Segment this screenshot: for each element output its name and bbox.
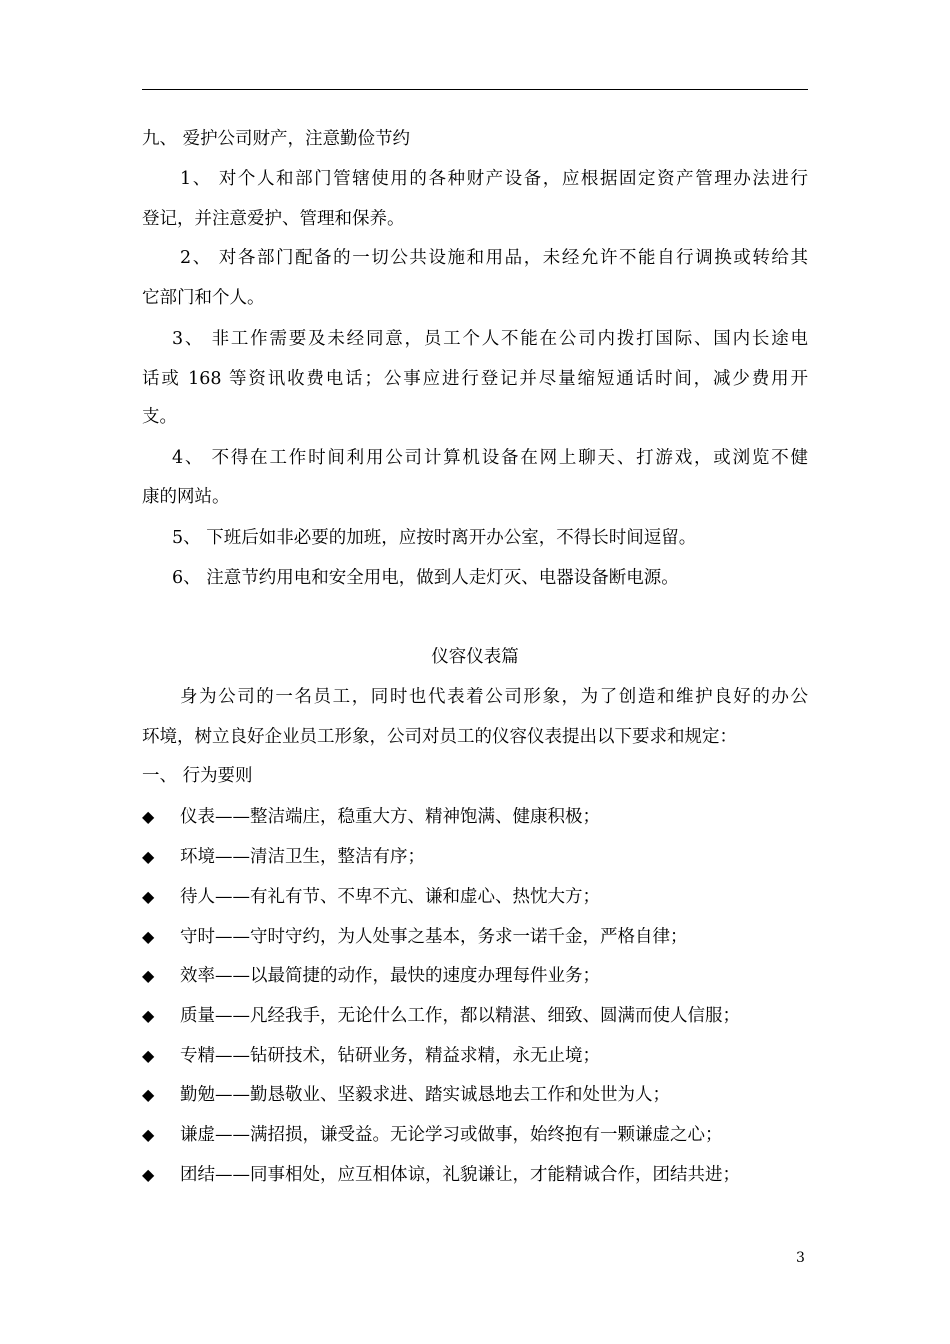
rule-text: 守时——守时守约，为人处事之基本，务求一诺千金，严格自律； [180, 927, 688, 947]
item-6: 6、 注意节约用电和安全用电，做到人走灯灭、电器设备断电源。 [172, 568, 679, 588]
intro-line-1: 身为公司的一名员工，同时也代表着公司形象，为了创造和维护良好的办公 [180, 687, 808, 707]
bullet-icon: ◆ [142, 887, 155, 906]
bullet-icon: ◆ [142, 1006, 155, 1025]
rule-text: 环境——清洁卫生，整洁有序； [180, 847, 425, 867]
item-1-line-2: 登记，并注意爱护、管理和保养。 [142, 209, 405, 229]
rule-text: 效率——以最简捷的动作，最快的速度办理每件业务； [180, 966, 600, 986]
rule-item [142, 885, 808, 909]
item-1-line-1: 1、 对个人和部门管辖使用的各种财产设备，应根据固定资产管理办法进行 [180, 169, 808, 189]
item-4-line-2: 康的网站。 [142, 487, 230, 507]
rule-item [142, 805, 808, 829]
rule-text: 团结——同事相处，应互相体谅，礼貌谦让，才能精诚合作，团结共进； [180, 1165, 740, 1185]
rule-item [142, 1123, 808, 1147]
rule-item [142, 1083, 808, 1107]
rule-item [142, 925, 808, 949]
page-number: 3 [796, 1250, 805, 1266]
rule-item [142, 1044, 808, 1068]
item-2-line-2: 它部门和个人。 [142, 288, 265, 308]
rule-item [142, 1004, 808, 1028]
rule-text: 勤勉——勤恳敬业、坚毅求进、踏实诚恳地去工作和处世为人； [180, 1085, 670, 1105]
rule-text: 谦虚——满招损，谦受益。无论学习或做事，始终抱有一颗谦虚之心； [180, 1125, 723, 1145]
item-3-line-3: 支。 [142, 407, 177, 427]
section-heading: 九、 爱护公司财产，注意勤俭节约 [142, 129, 411, 149]
rule-item [142, 964, 808, 988]
bullet-icon: ◆ [142, 927, 155, 946]
section-title: 仪容仪表篇 [431, 647, 519, 667]
rule-text: 专精——钻研技术，钻研业务，精益求精，永无止境； [180, 1046, 600, 1066]
bullet-icon: ◆ [142, 1046, 155, 1065]
bullet-icon: ◆ [142, 1165, 155, 1184]
rule-item [142, 845, 808, 869]
bullet-icon: ◆ [142, 1085, 155, 1104]
item-4-line-1: 4、 不得在工作时间利用公司计算机设备在网上聊天、打游戏，或浏览不健 [172, 448, 808, 468]
rule-text: 仪表——整洁端庄，稳重大方、精神饱满、健康积极； [180, 807, 600, 827]
rule-text: 待人——有礼有节、不卑不亢、谦和虚心、热忱大方； [180, 887, 600, 907]
bullet-icon: ◆ [142, 807, 155, 826]
bullet-icon: ◆ [142, 966, 155, 985]
item-2-line-1: 2、 对各部门配备的一切公共设施和用品，未经允许不能自行调换或转给其 [180, 248, 808, 268]
rule-item [142, 1163, 808, 1187]
item-5: 5、 下班后如非必要的加班，应按时离开办公室，不得长时间逗留。 [172, 528, 697, 548]
subheading: 一、 行为要则 [142, 766, 253, 786]
rule-text: 质量——凡经我手，无论什么工作，都以精湛、细致、圆满而使人信服； [180, 1006, 740, 1026]
bullet-icon: ◆ [142, 847, 155, 866]
item-3-line-2: 话或 168 等资讯收费电话；公事应进行登记并尽量缩短通话时间，减少费用开 [142, 369, 808, 389]
bullet-icon: ◆ [142, 1125, 155, 1144]
intro-line-2: 环境，树立良好企业员工形象，公司对员工的仪容仪表提出以下要求和规定： [142, 727, 737, 747]
item-3-line-1: 3、 非工作需要及未经同意，员工个人不能在公司内拨打国际、国内长途电 [172, 329, 808, 349]
header-rule [142, 89, 808, 90]
